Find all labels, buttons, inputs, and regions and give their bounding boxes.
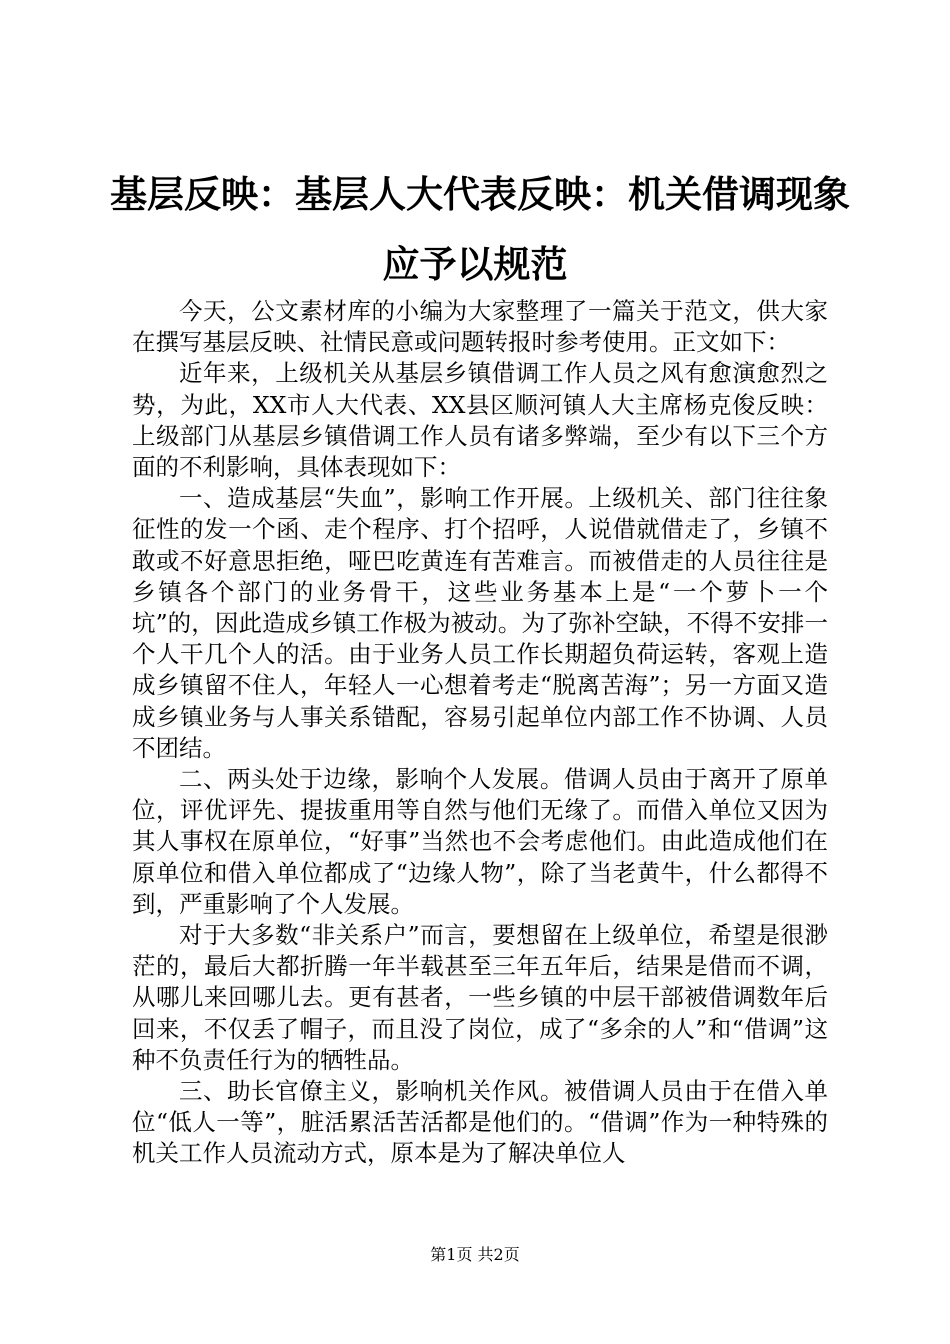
page-footer: 第1页 共2页	[430, 1245, 520, 1264]
paragraph-background: 近年来，上级机关从基层乡镇借调工作人员之风有愈演愈烈之势，为此，XX市人大代表、XX县区顺河镇人大主席杨克俊反映：上级部门从基层乡镇借调工作人员有诸多弊端，至少有以下三个方面的不利影响，具体表现如下：	[132, 359, 828, 482]
paragraph-point-3: 三、助长官僚主义，影响机关作风。被借调人员由于在借入单位“低人一等”，脏活累活苦活都是他们的。“借调”作为一种特殊的机关工作人员流动方式，原本是为了解决单位人	[132, 1077, 828, 1168]
paragraph-point-2: 二、两头处于边缘，影响个人发展。借调人员由于离开了原单位，评优评先、提拔重用等自然与他们无缘了。而借入单位又因为其人事权在原单位，“好事”当然也不会考虑他们。由此造成他们在原单位和借入单位都成了“边缘人物”，除了当老黄牛，什么都得不到，严重影响了个人发展。	[132, 765, 828, 918]
title-line-2: 应予以规范	[382, 243, 568, 286]
paragraph-intro: 今天，公文素材库的小编为大家整理了一篇关于范文，供大家在撰写基层反映、社情民意或问题转报时参考使用。正文如下：	[132, 297, 828, 357]
document-body	[132, 296, 828, 1170]
paragraph-point-1: 一、造成基层“失血”，影响工作开展。上级机关、部门往往象征性的发一个函、走个程序、打个招呼，人说借就借走了，乡镇不敢或不好意思拒绝，哑巴吃黄连有苦难言。而被借走的人员往往是乡镇各个部门的业务骨干，这些业务基本上是“一个萝卜一个坑”的，因此造成乡镇工作极为被动。为了弥补空缺，不得不安排一个人干几个人的活。由于业务人员工作长期超负荷运转，客观上造成乡镇留不住人，年轻人一心想着考走“脱离苦海”；另一方面又造成乡镇业务与人事关系错配，容易引起单位内部工作不协调、人员不团结。	[132, 484, 828, 762]
title-line-1: 基层反映：基层人大代表反映：机关借调现象	[110, 173, 850, 216]
paragraph-point-2-continued: 对于大多数“非关系户”而言，要想留在上级单位，希望是很渺茫的，最后大都折腾一年半载甚至三年五年后，结果是借而不调，从哪儿来回哪儿去。更有甚者，一些乡镇的中层干部被借调数年后回来，不仅丢了帽子，而且没了岗位，成了“多余的人”和“借调”这种不负责任行为的牺牲品。	[132, 921, 828, 1074]
document-title	[110, 160, 850, 300]
